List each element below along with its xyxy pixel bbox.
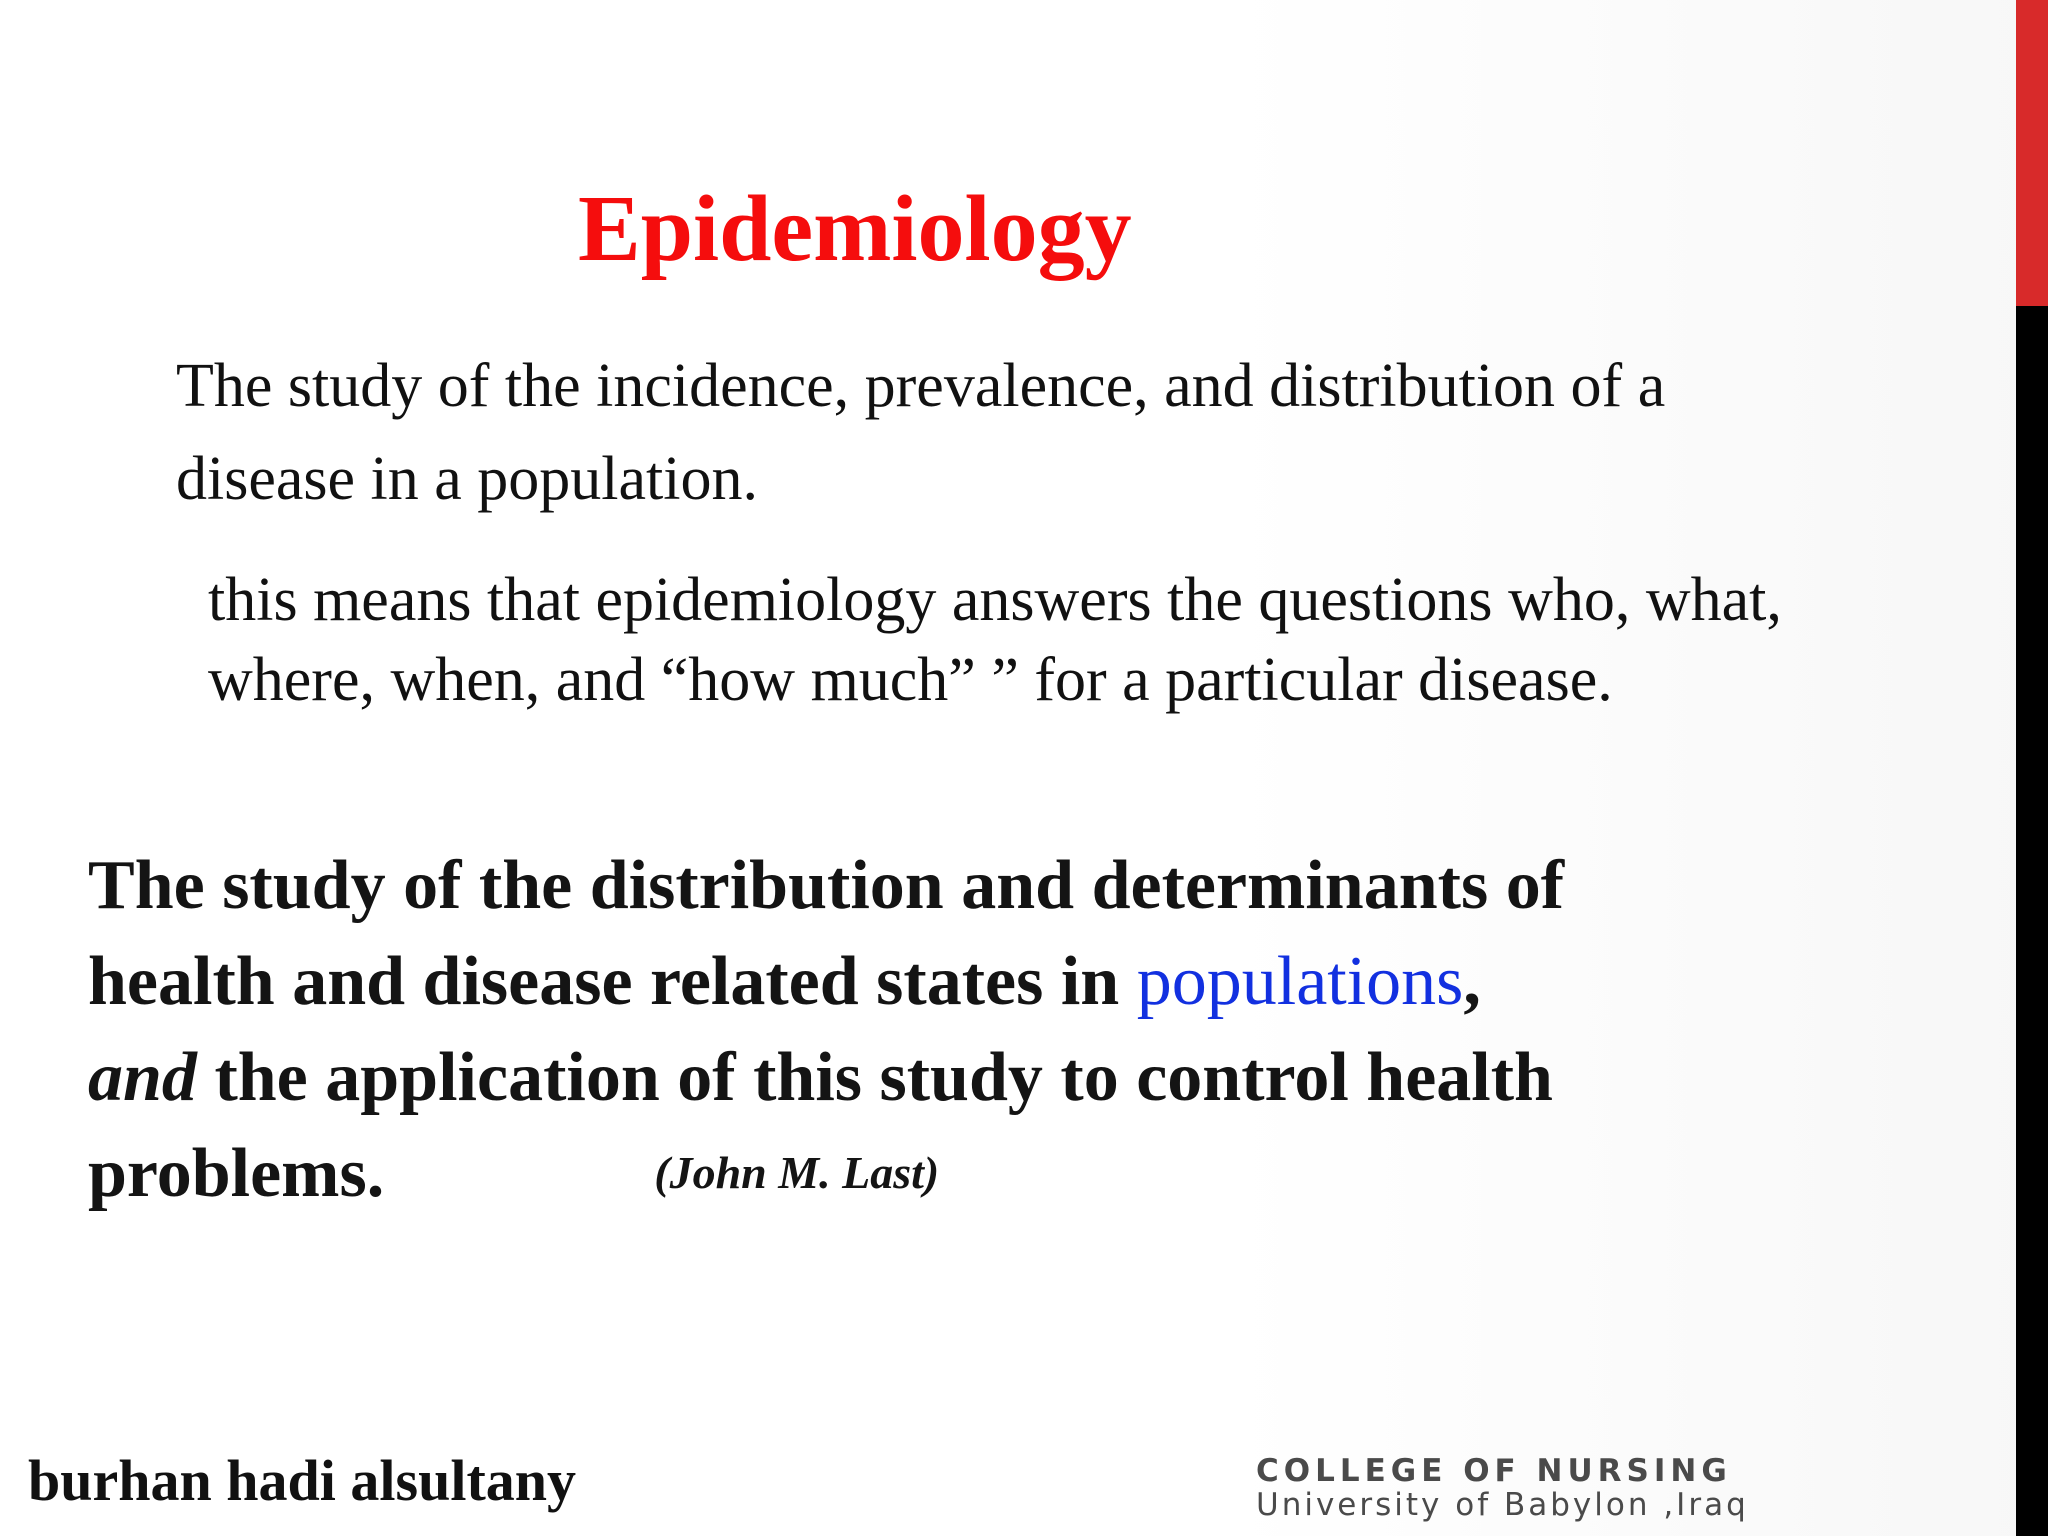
definition-last-line xyxy=(88,1030,1988,1126)
slide-edge-bar xyxy=(2016,0,2048,1536)
definition-incidence-line: disease in a population. xyxy=(176,445,758,513)
definition-questions-line: this means that epidemiology answers the questions who, what, xyxy=(208,566,1782,634)
definition-last-text: problems. xyxy=(88,1135,385,1212)
and-emphasis: and xyxy=(88,1039,197,1116)
slide-edge-accent xyxy=(2016,0,2048,306)
definition-last-line xyxy=(88,1126,1988,1229)
college-logo-line: University of Babylon ,Iraq xyxy=(1256,1487,1749,1523)
definition-incidence-line: The study of the incidence, prevalence, and distribution of a xyxy=(176,352,1666,420)
definition-incidence xyxy=(176,340,1876,526)
author-name: burhan hadi alsultany xyxy=(28,1448,577,1513)
definition-questions xyxy=(208,560,2008,720)
slide-title: Epidemiology xyxy=(578,177,1132,281)
definition-last-line: The study of the distribution and determinants of xyxy=(88,847,1565,924)
college-logo-line: COLLEGE OF NURSING xyxy=(1256,1453,1732,1489)
definition-last-text: health and disease related states in xyxy=(88,943,1137,1020)
citation: (John M. Last) xyxy=(654,1147,940,1198)
definition-last-line xyxy=(88,934,1988,1030)
populations-highlight: populations xyxy=(1136,943,1464,1020)
definition-last xyxy=(88,838,1988,1229)
definition-last-text: the application of this study to control health xyxy=(196,1039,1553,1116)
definition-last-text: , xyxy=(1463,943,1481,1020)
college-logo xyxy=(1254,1452,1974,1528)
definition-questions-line: where, when, and “how much” ” for a particular disease. xyxy=(208,646,1613,714)
